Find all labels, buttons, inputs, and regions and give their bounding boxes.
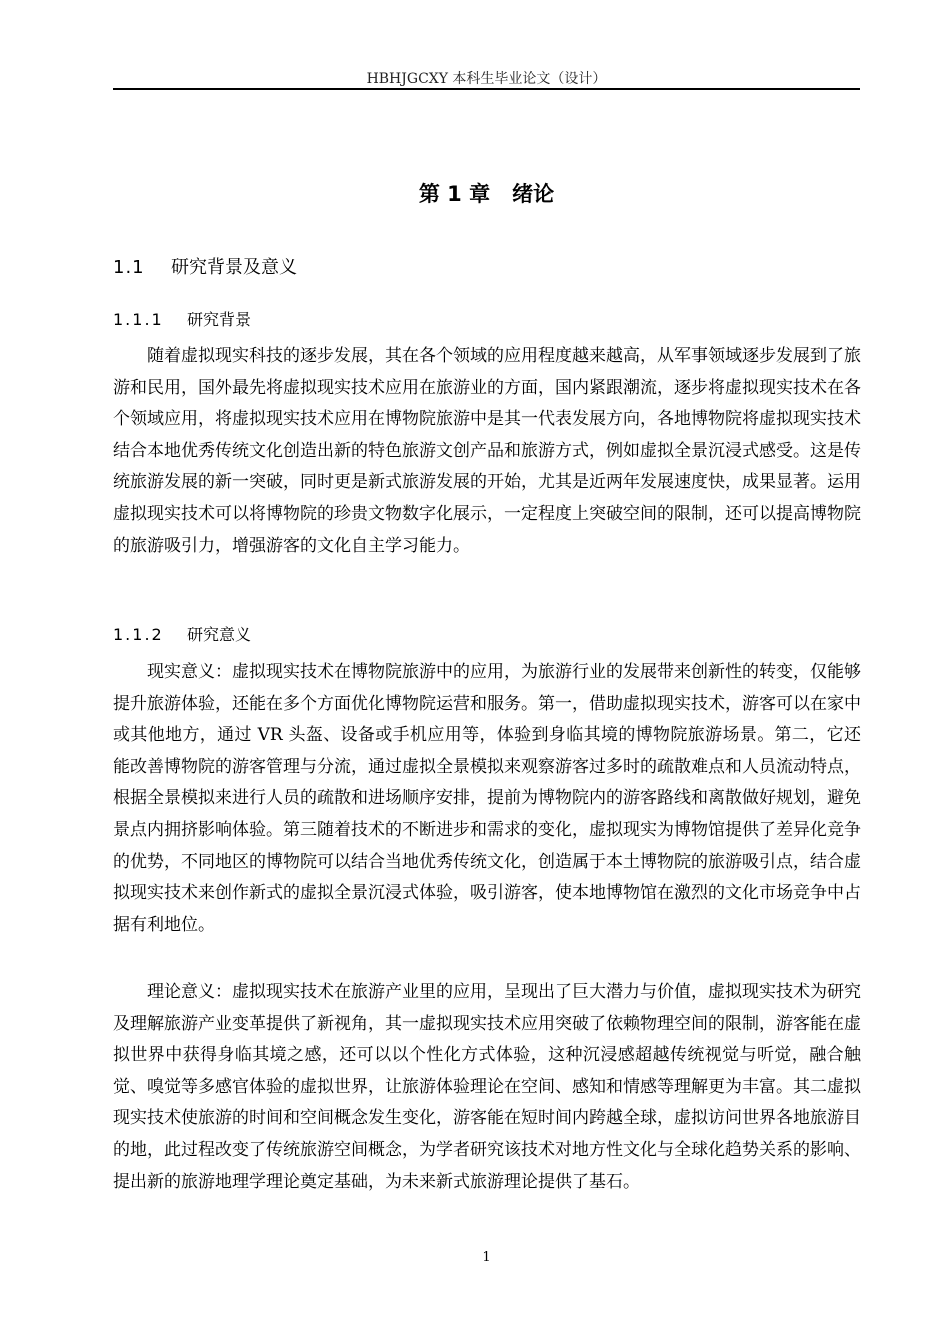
section-title: 研究背景 [187,310,252,329]
chapter-name: 绪论 [512,182,555,206]
running-header: HBHJGCXY 本科生毕业论文（设计） [366,71,607,87]
header-rule [113,88,860,90]
paragraph-background: 随着虚拟现实科技的逐步发展，其在各个领域的应用程度越来越高，从军事领域逐步发展到了旅游和民用，国外最先将虚拟现实技术应用在旅游业的方面，国内紧跟潮流，逐步将虚拟现实技术在各个领域应用，将虚拟现实技术应用在博物院旅游中是其一代表发展方向，各地博物院将虚拟现实技术结合本地优秀传统文化创造出新的特色旅游文创产品和旅游方式，例如虚拟全景沉浸式感受。这是传统旅游发展的新一突破，同时更是新式旅游发展的开始，尤其是近两年发展速度快，成果显著。运用虚拟现实技术可以将博物院的珍贵文物数字化展示，一定程度上突破空间的限制，还可以提高博物院的旅游吸引力，增强游客的文化自主学习能力。 [113,346,861,556]
chapter-title [113,178,860,208]
section-title: 研究意义 [187,625,252,644]
paragraph-practical-significance: 现实意义：虚拟现实技术在博物院旅游中的应用，为旅游行业的发展带来创新性的转变，仅能够提升旅游体验，还能在多个方面优化博物院运营和服务。第一，借助虚拟现实技术，游客可以在家中或其他地方，通过 VR 头盔、设备或手机应用等，体验到身临其境的博物院旅游场景。第二，它还能改善博物院的游客管理与分流，通过虚拟全景模拟来观察游客过多时的疏散难点和人员流动特点，根据全景模拟来进行人员的疏散和进场顺序安排，提前为博物院内的游客路线和离散做好规划，避免景点内拥挤影响体验。第三随着技术的不断进步和需求的变化，虚拟现实为博物馆提供了差异化竞争的优势，不同地区的博物院可以结合当地优秀传统文化，创造属于本土博物院的旅游吸引点，结合虚拟现实技术来创作新式的虚拟全景沉浸式体验，吸引游客，使本地博物馆在激烈的文化市场竞争中占据有利地位。 [113,662,861,935]
section-number: 1.1.1 [113,310,164,329]
section-heading-1-1 [113,253,297,279]
section-heading-1-1-1 [113,307,251,330]
paragraph-theoretical-significance: 理论意义：虚拟现实技术在旅游产业里的应用，呈现出了巨大潜力与价值，虚拟现实技术为研究及理解旅游产业变革提供了新视角，其一虚拟现实技术应用突破了依赖物理空间的限制，游客能在虚拟世界中获得身临其境之感，还可以以个性化方式体验，这种沉浸感超越传统视觉与听觉，融合触觉、嗅觉等多感官体验的虚拟世界，让旅游体验理论在空间、感知和情感等理解更为丰富。其二虚拟现实技术使旅游的时间和空间概念发生变化，游客能在短时间内跨越全球，虚拟访问世界各地旅游目的地，此过程改变了传统旅游空间概念，为学者研究该技术对地方性文化与全球化趋势关系的影响、提出新的旅游地理学理论奠定基础，为未来新式旅游理论提供了基石。 [113,982,861,1192]
chapter-label: 第 1 章 [418,182,491,206]
section-heading-1-1-2 [113,622,251,645]
section-number: 1.1 [113,257,145,278]
section-title: 研究背景及意义 [171,257,297,278]
section-number: 1.1.2 [113,625,164,644]
page-number: 1 [482,1250,491,1265]
